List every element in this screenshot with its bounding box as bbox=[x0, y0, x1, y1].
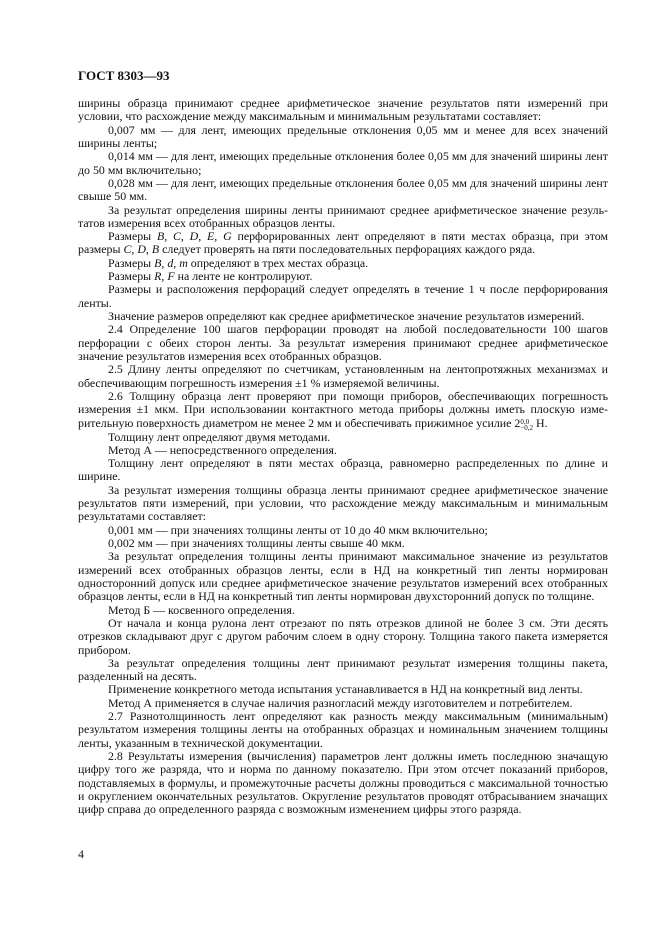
paragraph bbox=[78, 363, 608, 390]
paragraph bbox=[78, 484, 608, 524]
text-run: Метод Б — косвенного определения. bbox=[108, 602, 295, 617]
text-run: определяют в трех местах образца. bbox=[187, 255, 369, 270]
text-run: За результат определения ширины ленты принимают среднее арифметическое значение результатов измерения всех отобранных образцов ленты. bbox=[78, 202, 608, 230]
text-run: Размеры и расположения перфораций следует определять в течение 1 ч после перфорирования ленты. bbox=[78, 282, 608, 310]
paragraph bbox=[78, 604, 608, 617]
document-body bbox=[78, 97, 608, 817]
text-run: 0,002 мм — при значениях толщины ленты свыше 40 мкм. bbox=[108, 536, 405, 550]
text-run: За результат определения толщины ленты принимают максимальное значение из результатов измерений всех отобранных образцов ленты, если в НД на конкретный тип ленты нормирован односторонний допуск или среднее арифметическое значение результатов измерений всех отобранных образцов ленты, если в НД на конкретный тип ленты нормирован двухсторонний допуск по толщине. bbox=[78, 549, 608, 604]
paragraph bbox=[78, 537, 608, 550]
paragraph bbox=[78, 431, 608, 444]
tolerance-fraction bbox=[520, 419, 533, 431]
text-run: 0,014 мм — для лент, имеющих предельные отклонения более 0,05 мм для значений ширины лент до 50 мм включительно; bbox=[78, 149, 608, 177]
text-run: Значение размеров определяют как среднее арифметическое значение результатов измерений. bbox=[108, 309, 585, 323]
text-run: следует проверять на пяти последовательных перфорациях каждого ряда. bbox=[159, 242, 536, 257]
text-run: 0,028 мм — для лент, имеющих предельные отклонения более 0,05 мм для значений ширины лент свыше 50 мм. bbox=[78, 175, 608, 204]
paragraph bbox=[78, 524, 608, 537]
italic-symbol: R, F bbox=[154, 269, 175, 284]
text-run: За результат измерения толщины образца ленты принимают среднее арифметическое значение результатов пяти измерений, при условии, что расхождение между максимальным и минимальным результатами составляет: bbox=[78, 482, 608, 524]
text-run: От начала и конца рулона лент отрезают по пять отрезков длиной не более 3 см. Эти десять отрезков складывают друг с другом рабочим слоем в одну сторону. Толщина такого пакета измеряется прибором. bbox=[78, 615, 608, 657]
paragraph bbox=[78, 323, 608, 363]
paragraph bbox=[78, 550, 608, 603]
paragraph bbox=[78, 204, 608, 231]
document-header: ГОСТ 8303—93 bbox=[78, 68, 170, 83]
text-run: Размеры bbox=[108, 269, 155, 284]
tolerance-upper: 0,0 bbox=[520, 417, 530, 426]
text-run: Применение конкретного метода испытания устанавливается в НД на конкретный вид ленты. bbox=[108, 682, 583, 697]
paragraph bbox=[78, 697, 608, 710]
text-run: 2.4 Определение 100 шагов перфорации проводят на любой последовательности 100 шагов перфорации с обеих сторон ленты. За результат измерения принимают среднее арифметическое значение результатов измерения всех отобранных образцов. bbox=[78, 322, 608, 363]
paragraph bbox=[78, 257, 608, 270]
tolerance-lower: −0,2 bbox=[520, 423, 534, 432]
paragraph bbox=[78, 457, 608, 484]
text-run: ширины образца принимают среднее арифметическое значение результатов пяти измерений при условии, что расхождение между максимальным и минимальным результатами составляет: bbox=[78, 96, 608, 124]
italic-symbol: C, D, B bbox=[123, 242, 160, 257]
paragraph bbox=[78, 150, 608, 177]
page-number: 4 bbox=[78, 847, 84, 861]
paragraph bbox=[78, 310, 608, 323]
paragraph bbox=[78, 230, 608, 257]
paragraph bbox=[78, 683, 608, 696]
text-run: За результат определения толщины лент принимают результат измерения толщины пакета, разделенный на десять. bbox=[78, 655, 608, 684]
text-run: 2.5 Длину ленты определяют по счетчикам, установленным на лентопротяжных механизмах и обеспечивающим погрешность измерения ±1 % измеряемой величины. bbox=[78, 362, 608, 390]
paragraph bbox=[78, 124, 608, 151]
paragraph bbox=[78, 750, 608, 817]
text-run: Толщину лент определяют в пяти местах образца, равномерно распределенных по длине и ширине. bbox=[78, 456, 608, 484]
paragraph bbox=[78, 390, 608, 431]
text-run: 2.7 Разнотолщинность лент определяют как разность между максимальным (минимальным) результатом измерения толщины ленты на отобранных образцах и номинальным значением толщины ленты, указанным в технической документации. bbox=[78, 709, 608, 750]
paragraph bbox=[78, 283, 608, 310]
paragraph bbox=[78, 444, 608, 457]
text-run: на ленте не контролируют. bbox=[174, 269, 313, 284]
text-run: перфорированных лент определяют в пяти местах образца, при этом размеры bbox=[78, 229, 608, 257]
paragraph bbox=[78, 270, 608, 283]
paragraph bbox=[78, 657, 608, 684]
paragraph bbox=[78, 177, 608, 204]
paragraph bbox=[78, 617, 608, 657]
text-run: 0,001 мм — при значениях толщины ленты от 10 до 40 мкм включительно; bbox=[108, 522, 488, 537]
text-run: Размеры bbox=[108, 255, 155, 270]
text-run: Метод А применяется в случае наличия разногласий между изготовителем и потребителем. bbox=[108, 695, 573, 710]
text-run: Толщину лент определяют двумя методами. bbox=[108, 429, 331, 444]
paragraph bbox=[78, 97, 608, 124]
italic-symbol: B, d, m bbox=[154, 255, 188, 270]
italic-symbol: B, C, D, E, G bbox=[156, 229, 232, 244]
text-run: 2.6 Толщину образца лент проверяют при помощи приборов, обеспечивающих погрешность измерения ±1 мкм. При использовании контактного метода приборы должны иметь плоскую измерительную поверхность диаметром не менее 2 мм и обеспечивать прижимное усилие 2 bbox=[78, 388, 608, 430]
text-run: Метод А — непосредственного определения. bbox=[108, 442, 337, 457]
paragraph bbox=[78, 710, 608, 750]
text-run: Н. bbox=[533, 415, 548, 430]
text-run: 2.8 Результаты измерения (вычисления) параметров лент должны иметь последнюю значащую цифру того же разряда, что и норма по данному показателю. При этом отсчет показаний приборов, подставляемых в формулы, и промежуточные расчеты должны проводиться с максимальной точностью и округлением окончательных результатов. Округление результатов проводят отбрасыванием значащих цифр справа до определенного разряда с возможным изменением цифры этого разряда. bbox=[78, 749, 608, 817]
text-run: Размеры bbox=[108, 229, 157, 244]
text-run: 0,007 мм — для лент, имеющих предельные отклонения 0,05 мм и менее для всех значений ширины ленты; bbox=[78, 122, 608, 150]
